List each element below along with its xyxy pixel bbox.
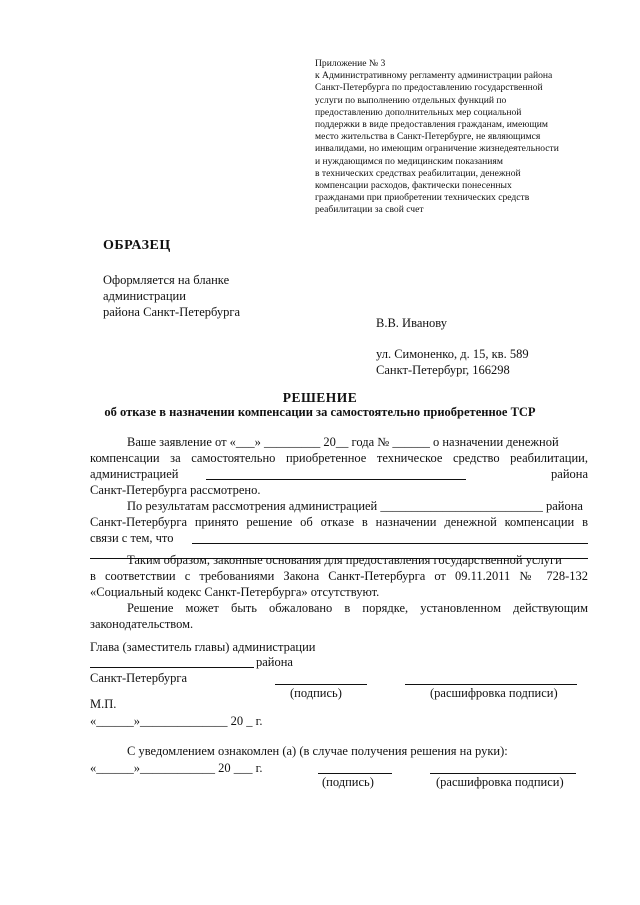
p2-line-3 [90, 530, 588, 546]
paragraph-conclusion [90, 552, 588, 632]
p2-line-1: По результатам рассмотрения администрацией __________________________ района [127, 499, 583, 513]
signature-date: «______»______________ 20 _ г. [90, 714, 263, 728]
annex-line: поддержки в виде предоставления гражданам, имеющим [315, 119, 548, 131]
stamp-label: М.П. [90, 697, 117, 711]
annex-line: место жительства в Санкт-Петербурге, не являющимся [315, 131, 541, 143]
blank-note-line: администрации [103, 289, 186, 303]
signature-line [275, 684, 367, 685]
decision-subtitle: об отказе в назначении компенсации за самостоятельно приобретенное ТСР [104, 405, 536, 419]
decode-line [405, 684, 577, 685]
sample-label: ОБРАЗЕЦ [103, 238, 171, 253]
district-blank-line [206, 479, 466, 480]
ack-decode-line [430, 773, 576, 774]
p3-line-2: в соответствии с требованиями Закона Санкт-Петербурга от 09.11.2011 № 728-132 [90, 569, 588, 583]
blank-note-line: района Санкт-Петербурга [103, 305, 241, 319]
p2-reason-label: связи с тем, что [90, 531, 174, 545]
p1-line-3 [90, 466, 588, 482]
address-line-1: ул. Симоненко, д. 15, кв. 589 [376, 347, 529, 361]
p1-line-1: Ваше заявление от «___» _________ 20__ года № ______ о назначении денежной [127, 435, 559, 449]
p1-line-2: компенсации за самостоятельно приобретенное техническое средство реабилитации, [90, 451, 588, 465]
blank-note [103, 272, 240, 320]
annex-header [315, 58, 559, 217]
annex-line: к Административному регламенту администрации района [315, 70, 553, 82]
p4-line-2: законодательством. [90, 617, 194, 631]
paragraph-application [90, 434, 588, 498]
annex-line: в технических средствах реабилитации, денежной [315, 167, 521, 179]
ack-sign-label: (подпись) [322, 775, 374, 789]
annex-line: Санкт-Петербурга по предоставлению государственной [315, 82, 543, 94]
addressee-address [376, 346, 529, 378]
annex-line: компенсации расходов, фактически понесенных [315, 180, 512, 192]
head-blank-line [90, 667, 254, 668]
p1-administration-label: администрацией [90, 467, 179, 481]
p3-line-3: «Социальный кодекс Санкт-Петербурга» отсутствуют. [90, 585, 380, 599]
annex-line: Приложение № 3 [315, 58, 386, 69]
head-label: Глава (заместитель главы) администрации [90, 640, 316, 654]
addressee-name: В.В. Иванову [376, 316, 448, 330]
ack-signature-line [318, 773, 392, 774]
annex-line: реабилитации за свой счет [315, 204, 424, 216]
acknowledgement-date: «______»____________ 20 ___ г. [90, 761, 263, 775]
annex-line: гражданами при приобретении технических средств [315, 192, 530, 204]
annex-line: услуги по выполнению отдельных функций по [315, 94, 507, 106]
sign-label: (подпись) [290, 686, 342, 700]
p1-district-label: района [551, 467, 588, 481]
p2-line-2: Санкт-Петербурга принято решение об отказе в назначении денежной компенсации в [90, 515, 588, 529]
decision-title: РЕШЕНИЕ [282, 390, 358, 405]
acknowledgement-text: С уведомлением ознакомлен (а) (в случае получения решения на руки): [127, 744, 508, 758]
blank-note-line: Оформляется на бланке [103, 273, 230, 287]
p4-line-1: Решение может быть обжаловано в порядке, установленном действующим [127, 601, 588, 615]
decode-label: (расшифровка подписи) [430, 686, 558, 700]
annex-line: и нуждающимся по медицинским показаниям [315, 155, 503, 167]
p1-line-4: Санкт-Петербурга рассмотрено. [90, 483, 261, 497]
p3-line-1: Таким образом, законные основания для предоставления государственной услуги [127, 553, 562, 567]
district-suffix: района [256, 655, 293, 669]
ack-decode-label: (расшифровка подписи) [436, 775, 564, 789]
annex-line: инвалидами, но имеющим ограничение жизнедеятельности [315, 143, 559, 155]
reason-blank-line [192, 543, 588, 544]
city-label: Санкт-Петербурга [90, 671, 188, 685]
address-line-2: Санкт-Петербург, 166298 [376, 363, 510, 377]
annex-line: предоставлению дополнительных мер социальной [315, 106, 522, 118]
